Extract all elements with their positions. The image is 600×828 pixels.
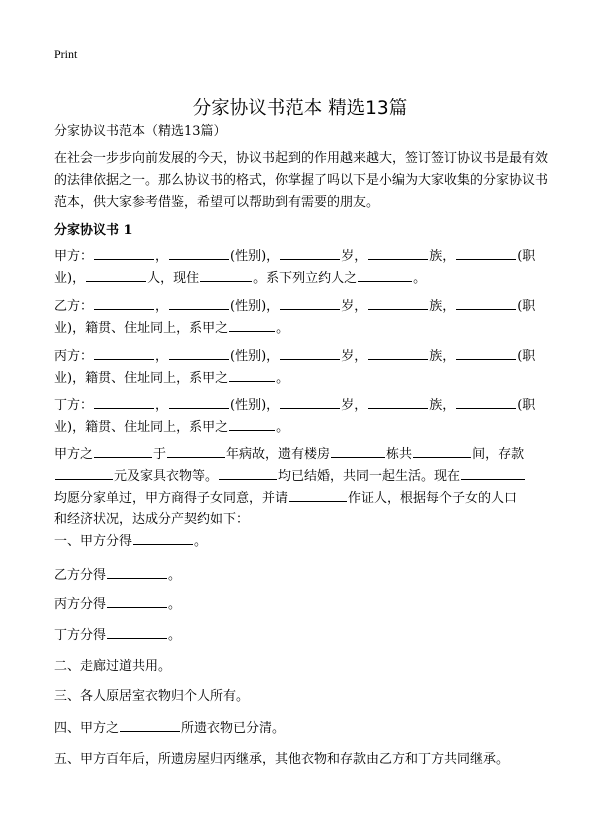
punct: 。: [168, 628, 182, 643]
relation-label: 业)，籍贯、住址同上，系甲之: [54, 321, 229, 336]
gender-label: (性别)，: [230, 349, 280, 364]
job-label: (职: [517, 398, 536, 413]
party-jia-paragraph: [54, 245, 546, 289]
gender-label: (性别)，: [230, 299, 280, 314]
clause-deceased-belongings: [54, 717, 285, 736]
blank-field: [280, 295, 340, 310]
text: 元及家具衣物等。: [114, 469, 219, 484]
blank-field: [368, 394, 428, 409]
party-ding-paragraph: [54, 394, 546, 438]
blank-field: [94, 345, 154, 360]
blank-field: [280, 245, 340, 260]
blank-field: [229, 317, 275, 332]
age-label: 岁，: [341, 299, 368, 314]
blank-field: [229, 367, 275, 382]
print-link[interactable]: Print: [54, 47, 78, 61]
text: 丙方分得: [54, 597, 107, 612]
blank-field: [456, 295, 516, 310]
punct: 。: [168, 597, 182, 612]
punct: ，: [155, 299, 169, 314]
blank-field: [280, 394, 340, 409]
relation-label: 业)，籍贯、住址同上，系甲之: [54, 420, 229, 435]
punct: ，: [155, 398, 169, 413]
blank-field: [167, 443, 225, 458]
intro-paragraph: 在社会一步步向前发展的今天，协议书起到的作用越来越大，签订签订协议书是最有效的法律依据之一。那么协议书的格式，你掌握了吗以下是小编为大家收集的分家协议书范本，供大家参考借鉴，希望可以帮助到有需要的朋友。: [54, 151, 549, 210]
text: 和经济状况，达成分产契约如下：: [54, 512, 250, 527]
ethnic-label: 族，: [429, 398, 456, 413]
punct: 。: [194, 534, 208, 549]
clause-yi-share: [54, 564, 181, 583]
text: 乙方分得: [54, 568, 107, 583]
blank-field: [280, 345, 340, 360]
text: 甲方之: [54, 447, 94, 462]
text: 栋共: [386, 447, 413, 462]
clause-inheritance: 五、甲方百年后，所遗房屋归丙继承，其他衣物和存款由乙方和丁方共同继承。: [54, 752, 510, 767]
blank-field: [94, 443, 152, 458]
relation-label: 。系下列立约人之: [253, 271, 358, 286]
clause-personal-belongings: 三、各人原居室衣物归个人所有。: [54, 689, 250, 704]
punct: 。: [168, 568, 182, 583]
division-paragraph: [54, 443, 546, 531]
blank-field: [200, 267, 252, 282]
blank-field: [55, 465, 113, 480]
blank-field: [229, 416, 275, 431]
party-yi-paragraph: [54, 295, 546, 339]
blank-field: [358, 267, 412, 282]
blank-field: [107, 564, 167, 579]
gender-label: (性别)，: [230, 398, 280, 413]
blank-field: [107, 593, 167, 608]
blank-field: [331, 443, 385, 458]
clause-jia-share: [54, 530, 207, 549]
blank-field: [219, 465, 277, 480]
blank-field: [368, 245, 428, 260]
document-title: 分家协议书范本 精选13篇: [192, 98, 408, 120]
blank-field: [169, 345, 229, 360]
text: 所遗衣物已分清。: [181, 721, 286, 736]
party-jia-prefix: 甲方：: [54, 249, 94, 264]
residence-label: 人，现住: [147, 271, 200, 286]
punct: 。: [413, 271, 427, 286]
text: 作证人，根据每个子女的人口: [348, 491, 518, 506]
blank-field: [86, 267, 146, 282]
blank-field: [94, 245, 154, 260]
punct: 。: [276, 420, 290, 435]
blank-field: [133, 530, 193, 545]
text: 于: [153, 447, 167, 462]
punct: ，: [155, 349, 169, 364]
blank-field: [456, 345, 516, 360]
text: 丁方分得: [54, 628, 107, 643]
blank-field: [169, 245, 229, 260]
gender-label: (性别)，: [230, 249, 280, 264]
relation-label: 业)，籍贯、住址同上，系甲之: [54, 371, 229, 386]
punct: 。: [276, 371, 290, 386]
blank-field: [120, 717, 180, 732]
punct: ，: [155, 249, 169, 264]
blank-field: [456, 394, 516, 409]
text: 一、甲方分得: [54, 534, 133, 549]
text: 间，存款: [472, 447, 525, 462]
age-label: 岁，: [341, 249, 368, 264]
ethnic-label: 族，: [429, 249, 456, 264]
blank-field: [456, 245, 516, 260]
blank-field: [94, 295, 154, 310]
party-bing-paragraph: [54, 345, 546, 389]
blank-field: [368, 295, 428, 310]
blank-field: [94, 394, 154, 409]
document-subtitle: 分家协议书范本（精选13篇）: [54, 124, 227, 139]
job-label: (职: [517, 349, 536, 364]
blank-field: [461, 465, 525, 480]
blank-field: [169, 394, 229, 409]
text: 年病故，遗有楼房: [226, 447, 331, 462]
section-heading: 分家协议书 1: [54, 223, 133, 238]
blank-field: [169, 295, 229, 310]
text: 均已结婚，共同一起生活。现在: [278, 469, 461, 484]
blank-field: [107, 624, 167, 639]
punct: 。: [276, 321, 290, 336]
clause-ding-share: [54, 624, 181, 643]
job-label: (职: [517, 299, 536, 314]
clause-corridor: 二、走廊过道共用。: [54, 659, 172, 674]
blank-field: [289, 487, 347, 502]
ethnic-label: 族，: [429, 349, 456, 364]
text: 均愿分家单过，甲方商得子女同意，并请: [54, 491, 289, 506]
blank-field: [368, 345, 428, 360]
party-ding-prefix: 丁方：: [54, 398, 94, 413]
age-label: 岁，: [341, 398, 368, 413]
job-label-close: 业)，: [54, 271, 86, 286]
party-yi-prefix: 乙方：: [54, 299, 94, 314]
clause-bing-share: [54, 593, 181, 612]
age-label: 岁，: [341, 349, 368, 364]
blank-field: [413, 443, 471, 458]
job-label: (职: [517, 249, 536, 264]
party-bing-prefix: 丙方：: [54, 349, 94, 364]
text: 四、甲方之: [54, 721, 120, 736]
ethnic-label: 族，: [429, 299, 456, 314]
